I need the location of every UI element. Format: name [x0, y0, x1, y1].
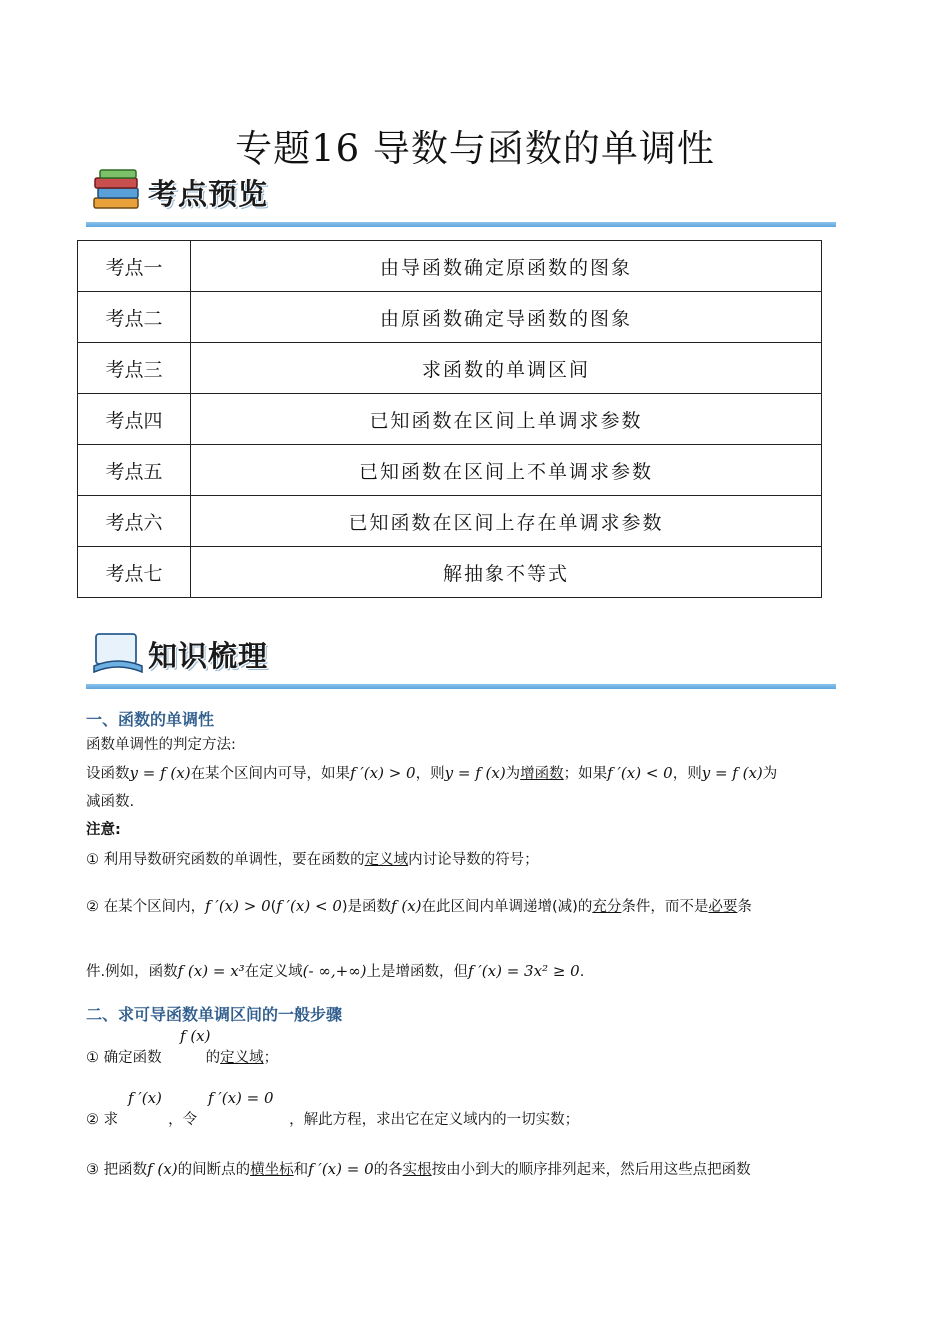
point-value: 已知函数在区间上单调求参数: [191, 394, 822, 445]
note-1: ① 利用导数研究函数的单调性，要在函数的定义域内讨论导数的符号；: [86, 852, 539, 868]
point-key: 考点二: [78, 292, 191, 343]
point-key: 考点一: [78, 241, 191, 292]
section-divider: [86, 222, 836, 227]
point-value: 求函数的单调区间: [191, 343, 822, 394]
text-intro: 函数单调性的判定方法:: [86, 737, 236, 753]
section-title-knowledge: 知识梳理: [148, 639, 269, 673]
step-1-formula: f (x): [180, 1027, 211, 1045]
note-2: ② 在某个区间内，f ′(x) > 0(f ′(x) < 0)是函数f (x)在此区间内单调递增(减)的充分条件，而不是必要条: [86, 897, 752, 915]
point-key: 考点六: [78, 496, 191, 547]
point-value: 由导函数确定原函数的图象: [191, 241, 822, 292]
section-banner-knowledge: [86, 628, 836, 690]
point-key: 考点四: [78, 394, 191, 445]
step-3: ③ 把函数f (x)的间断点的横坐标和f ′(x) = 0的各实根按由小到大的顺序排列起来，然后用这些点把函数: [86, 1160, 751, 1178]
point-key: 考点三: [78, 343, 191, 394]
point-value: 由原函数确定导函数的图象: [191, 292, 822, 343]
section-title-preview: 考点预览: [148, 177, 269, 211]
point-key: 考点五: [78, 445, 191, 496]
note-label: 注意:: [86, 822, 121, 838]
exam-points-table: [77, 240, 822, 598]
heading-part2: 二、求可导函数单调区间的一般步骤: [86, 1005, 343, 1024]
page-title: 专题16 导数与函数的单调性: [235, 127, 715, 170]
open-book-icon: [90, 630, 146, 678]
step-1: ① 确定函数 的定义域；: [86, 1050, 279, 1066]
table-row: [78, 343, 822, 394]
table-row: [78, 445, 822, 496]
text-line-1: 设函数y = f (x)在某个区间内可导，如果f ′(x) > 0，则y = f (x)为增函数；如果f ′(x) < 0，则y = f (x)为: [86, 764, 778, 782]
point-value: 已知函数在区间上不单调求参数: [191, 445, 822, 496]
table-row: [78, 394, 822, 445]
step-2-formula-b: f ′(x) = 0: [208, 1089, 274, 1107]
point-value: 已知函数在区间上存在单调求参数: [191, 496, 822, 547]
table-row: [78, 292, 822, 343]
books-icon: [90, 168, 146, 216]
point-value: 解抽象不等式: [191, 547, 822, 598]
section-banner-preview: [86, 166, 836, 228]
section-divider: [86, 684, 836, 689]
note-2b: 件.例如，函数f (x) = x³在定义域(- ∞,+∞)上是增函数，但f ′(x) = 3x² ≥ 0.: [86, 962, 585, 980]
table-row: [78, 547, 822, 598]
table-row: [78, 496, 822, 547]
step-2-formula-a: f ′(x): [128, 1089, 162, 1107]
heading-part1: 一、函数的单调性: [86, 710, 215, 729]
text-line-1b: 减函数.: [86, 794, 135, 810]
table-row: [78, 241, 822, 292]
step-2: ② 求 ，令 ，解此方程，求出它在定义域内的一切实数；: [86, 1112, 580, 1128]
point-key: 考点七: [78, 547, 191, 598]
